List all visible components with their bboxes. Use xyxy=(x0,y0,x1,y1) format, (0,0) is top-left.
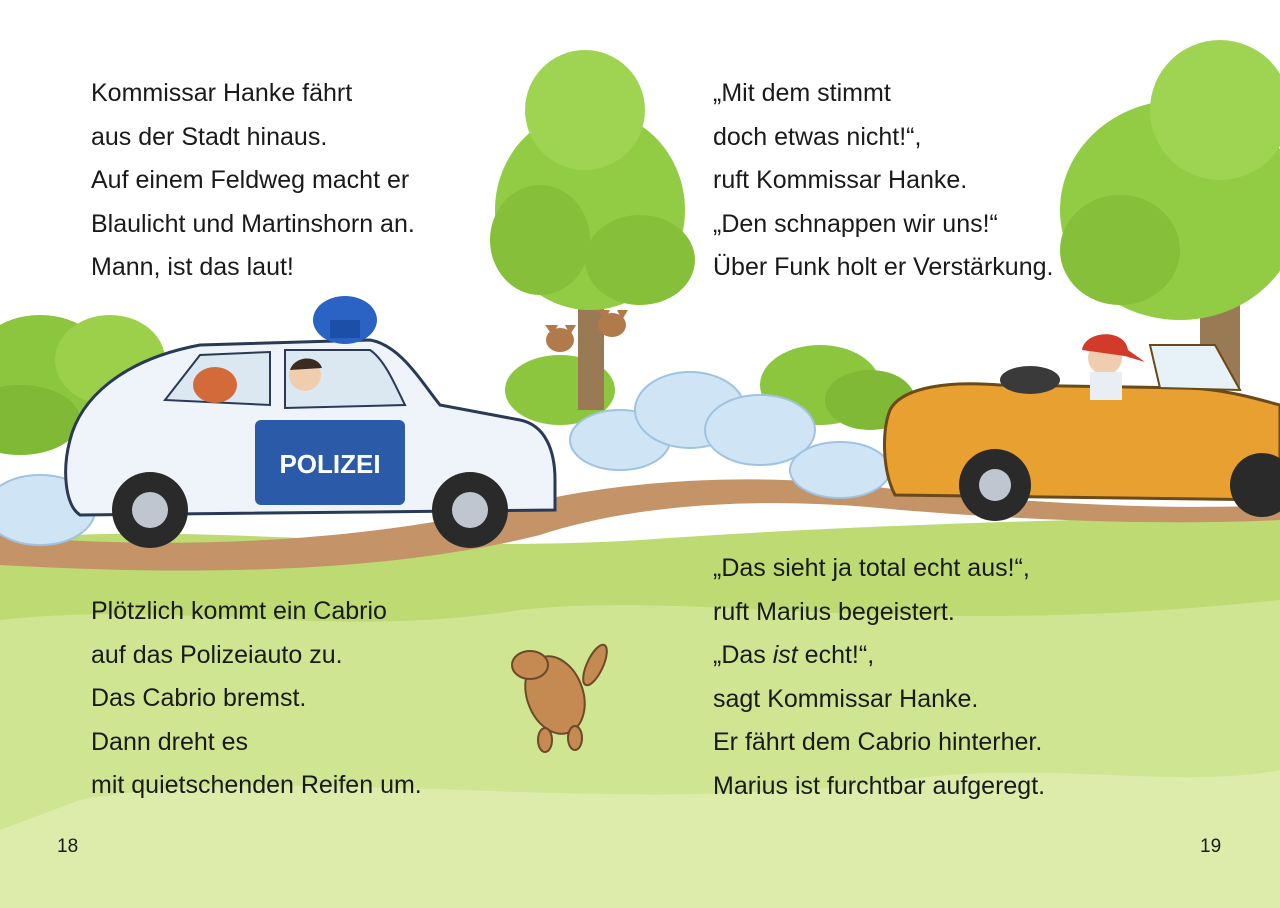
text-line: Plötzlich kommt ein Cabrio xyxy=(91,597,387,625)
text-line: aus der Stadt hinaus. xyxy=(91,122,328,151)
text-line: Das Cabrio bremst. xyxy=(91,684,307,712)
text-line: Auf einem Feldweg macht er xyxy=(91,166,410,194)
text-line: ruft Marius begeistert. xyxy=(713,597,955,626)
left-bottom-text xyxy=(91,590,422,808)
text-line: ruft Kommissar Hanke. xyxy=(713,166,968,194)
text-line: Marius ist furchtbar aufgeregt. xyxy=(713,771,1046,800)
tree-icon xyxy=(490,50,695,410)
cabrio-icon xyxy=(885,334,1280,521)
text-line: „Den schnappen wir uns!“ xyxy=(713,209,998,238)
text-fragment: „Das xyxy=(713,641,773,669)
text-line: Mann, ist das laut! xyxy=(91,253,294,281)
page-number-left: 18 xyxy=(57,836,79,857)
police-door-label: POLIZEI xyxy=(279,449,381,479)
right-top-text xyxy=(713,72,1053,290)
text-line: sagt Kommissar Hanke. xyxy=(713,684,979,713)
text-line: „Das sieht ja total echt aus!“, xyxy=(713,554,1030,582)
right-bottom-text xyxy=(713,547,1045,808)
text-line: auf das Polizeiauto zu. xyxy=(91,640,343,669)
page-number-right: 19 xyxy=(1200,836,1222,857)
text-line: „Mit dem stimmt xyxy=(713,79,891,107)
left-top-text xyxy=(91,72,415,290)
text-line: Über Funk holt er Verstärkung. xyxy=(713,253,1054,281)
text-line: Dann dreht es xyxy=(91,727,249,756)
text-fragment: echt!“, xyxy=(797,641,875,669)
text-line: Blaulicht und Martinshorn an. xyxy=(91,209,415,238)
text-line-with-emphasis xyxy=(713,634,1045,678)
text-line: Kommissar Hanke fährt xyxy=(91,79,353,107)
text-line: doch etwas nicht!“, xyxy=(713,122,922,151)
emphasized-word: ist xyxy=(772,641,798,669)
text-line: Er fährt dem Cabrio hinterher. xyxy=(713,728,1043,756)
text-line: mit quietschenden Reifen um. xyxy=(91,771,422,799)
